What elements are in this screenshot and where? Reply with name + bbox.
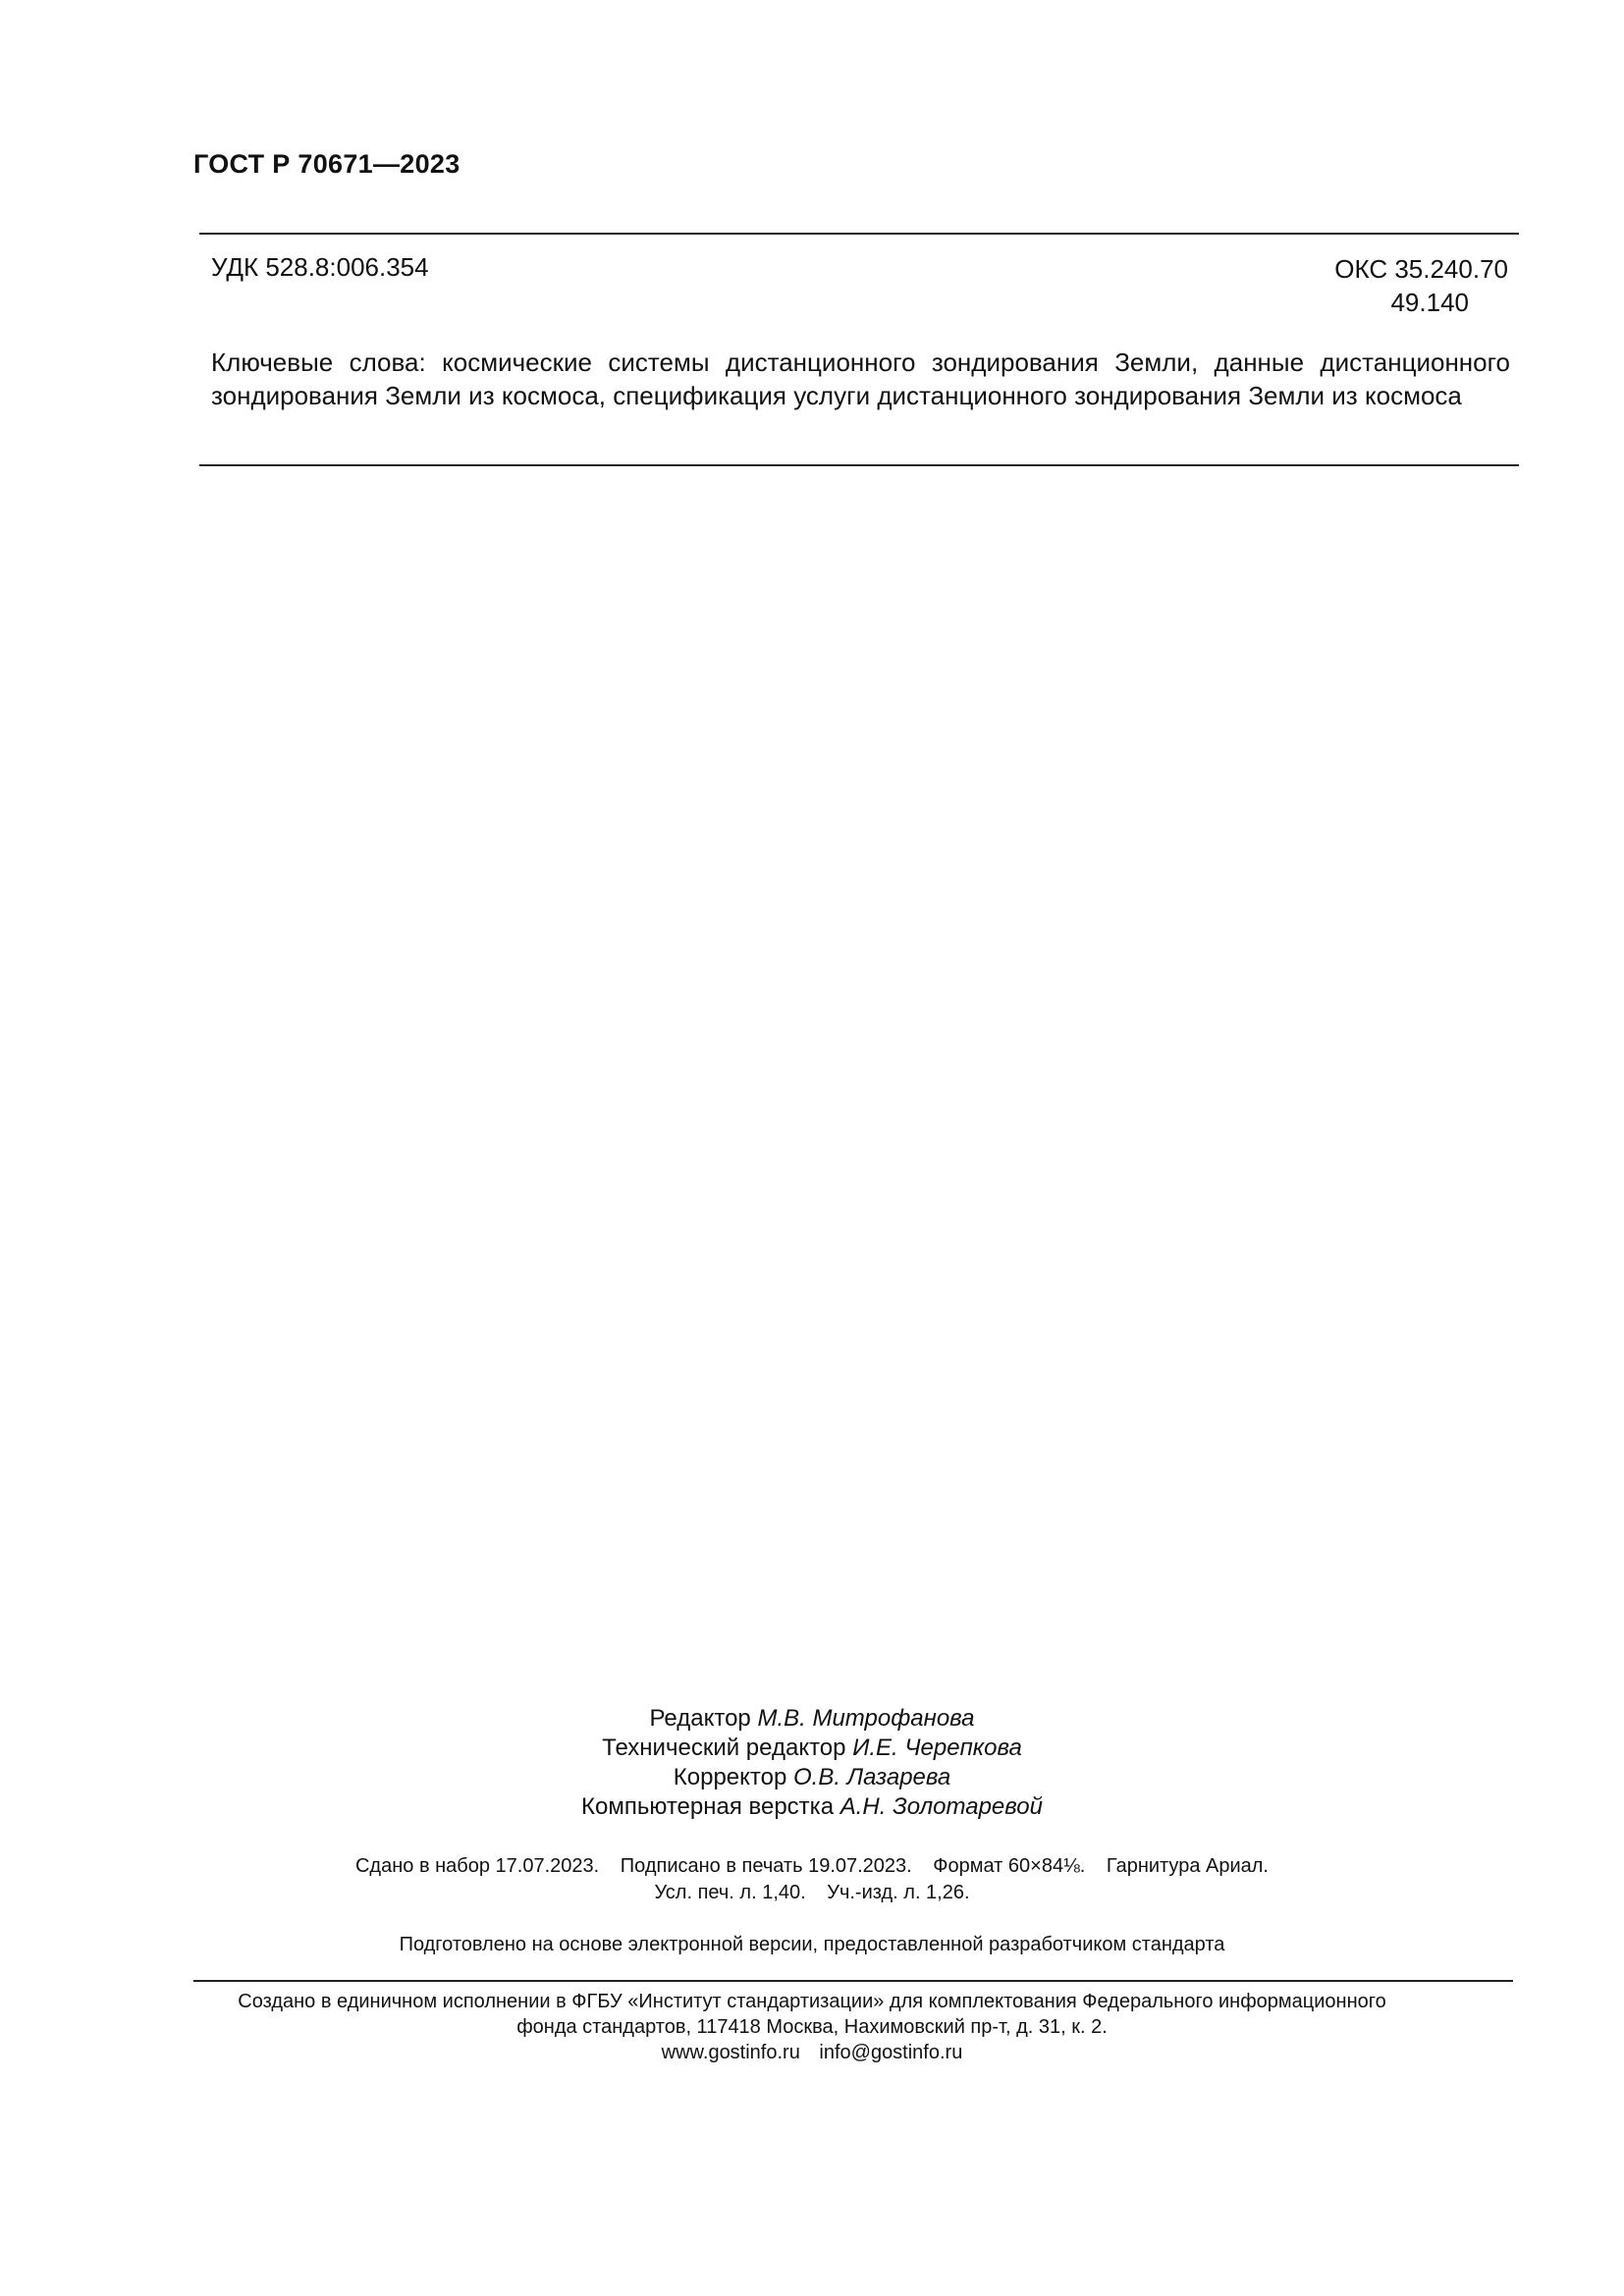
print-info-line-2 (0, 1880, 1624, 1906)
prepared-note: Подготовлено на основе электронной версии, предоставленной разработчиком стандарта (399, 1934, 1225, 1955)
publishing-sheets: Уч.-изд. л. 1,26. (827, 1882, 970, 1903)
publisher-line-1: Создано в единичном исполнении в ФГБУ «Институт стандартизации» для комплектования Федерального информационного (238, 1991, 1386, 2012)
tech-editor-line (0, 1734, 1624, 1763)
signed-date: Подписано в печать 19.07.2023. (620, 1855, 912, 1877)
typeset-date: Сдано в набор 17.07.2023. (354, 1855, 600, 1877)
editor-line (0, 1704, 1624, 1734)
print-info-block (0, 1853, 1624, 1906)
editor-label: Редактор (649, 1705, 751, 1732)
typeface: Гарнитура Ариал. (1106, 1855, 1269, 1877)
keywords-paragraph: Ключевые слова: космические системы дистанционного зондирования Земли, данные дистанционного зондирования Земли из космоса, спецификация услуги дистанционного зондирования Земли из космоса (211, 347, 1510, 410)
keywords-divider (199, 464, 1519, 466)
print-info-line-1 (0, 1853, 1624, 1880)
corrector-line (0, 1763, 1624, 1792)
oks-codes (1334, 252, 1508, 319)
tech-editor-label: Технический редактор (602, 1735, 846, 1761)
publisher-website-link[interactable]: www.gostinfo.ru (661, 2042, 800, 2063)
print-sheets: Усл. печ. л. 1,40. (654, 1882, 806, 1903)
paper-format: Формат 60×84⅛. (933, 1855, 1086, 1877)
top-divider (199, 233, 1519, 235)
credits-block (0, 1704, 1624, 1822)
layout-name: А.Н. Золотаревой (839, 1793, 1043, 1820)
corrector-label: Корректор (673, 1764, 787, 1790)
oks-code-primary: ОКС 35.240.70 (1334, 254, 1508, 284)
standard-number: ГОСТ Р 70671—2023 (193, 149, 460, 179)
oks-code-secondary: 49.140 (1390, 288, 1469, 317)
layout-label: Компьютерная верстка (581, 1793, 835, 1820)
publisher-email-link[interactable]: info@gostinfo.ru (819, 2042, 963, 2063)
corrector-name: О.В. Лазарева (793, 1764, 951, 1790)
layout-line (0, 1792, 1624, 1822)
bottom-divider (193, 1980, 1513, 1982)
publisher-block (0, 1989, 1624, 2065)
publisher-line-2: фонда стандартов, 117418 Москва, Нахимовский пр-т, д. 31, к. 2. (516, 2016, 1108, 2038)
tech-editor-name: И.Е. Черепкова (852, 1735, 1022, 1761)
editor-name: М.В. Митрофанова (757, 1705, 975, 1732)
udk-code: УДК 528.8:006.354 (211, 252, 429, 282)
publisher-contacts (0, 2040, 1624, 2065)
